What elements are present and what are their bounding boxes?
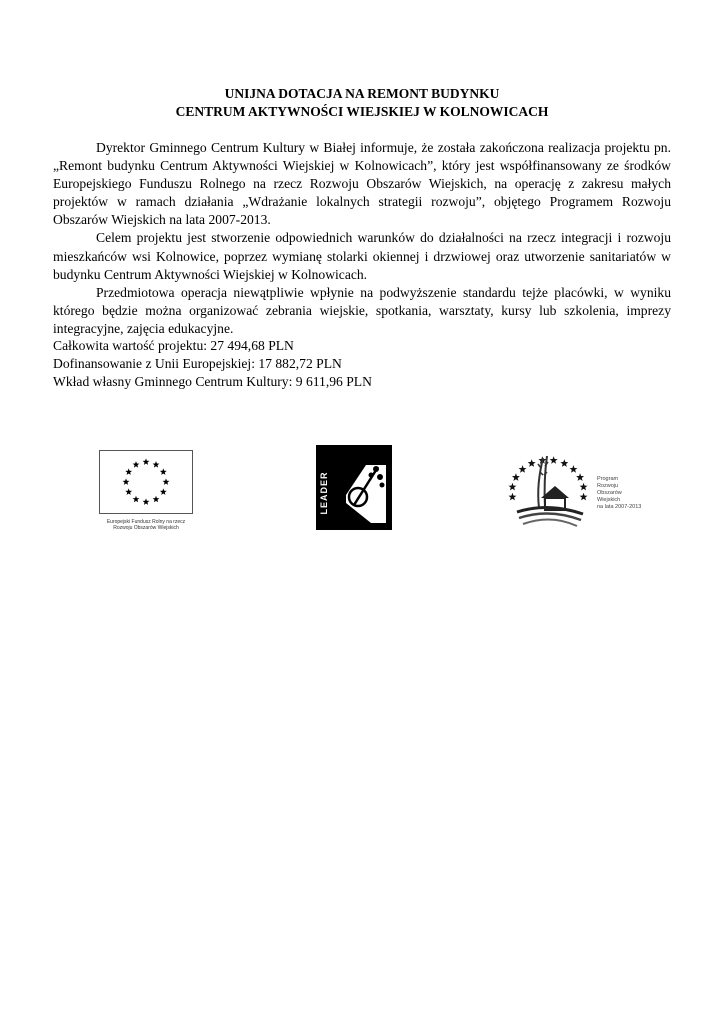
- paragraph-3: Przedmiotowa operacja niewątpliwie wpłynie na podwyższenie standardu tejże placówki, w wyniku którego będzie można organizować zebrania wiejskie, spotkania, warsztaty, kursy lub szkolenia, imprezy integracyjne, zajęcia edukacyjne.: [53, 284, 671, 336]
- eu-star-icon: [153, 461, 160, 468]
- document-title: [0, 85, 724, 121]
- prow-logo-text: [597, 476, 641, 511]
- prow-star-icon: [508, 493, 516, 501]
- title-line-1: UNIJNA DOTACJA NA REMONT BUDYNKU: [224, 86, 500, 101]
- prow-star-icon: [580, 483, 588, 491]
- total-value: Całkowita wartość projektu: 27 494,68 PLN: [53, 338, 294, 353]
- eu-star-icon: [125, 468, 132, 475]
- leader-text: LEADER: [319, 471, 329, 515]
- eu-caption-line-1: Europejski Fundusz Rolny na rzecz: [106, 519, 186, 525]
- eu-star-icon: [143, 498, 150, 505]
- eu-star-icon: [153, 496, 160, 503]
- own-contribution: Wkład własny Gminnego Centrum Kultury: 9 611,96 PLN: [53, 374, 372, 390]
- eu-star-icon: [123, 478, 130, 485]
- eu-logo-caption: [92, 519, 200, 531]
- eu-cofinancing: Dofinansowanie z Unii Europejskiej: 17 882,72 PLN: [53, 356, 342, 372]
- leader-logo-icon: [316, 445, 392, 530]
- prow-program: Program: [597, 476, 619, 482]
- eu-star-icon: [160, 488, 167, 495]
- prow-star-icon: [560, 459, 568, 467]
- logo-row: [0, 445, 724, 545]
- eu-star-icon: [133, 461, 140, 468]
- prow-emblem-icon: [503, 450, 593, 530]
- body-text: [53, 139, 671, 338]
- prow-star-icon: [550, 456, 558, 464]
- title-line-2: CENTRUM AKTYWNOŚCI WIEJSKIEJ W KOLNOWICACH: [175, 104, 549, 119]
- prow-star-icon: [580, 493, 588, 501]
- prow-wiejskich: Wiejskich: [597, 497, 621, 503]
- paragraph-2: Celem projektu jest stworzenie odpowiednich warunków do działalności na rzecz integracji i rozwoju mieszkańców wsi Kolnowice, poprzez wymianę stolarki okiennej i drzwiowej oraz utworzenie sanitariatów w budynku Centrum Aktywności Wiejskiej w Kolnowicach.: [53, 230, 671, 282]
- paragraph-1: Dyrektor Gminnego Centrum Kultury w Białej informuje, że została zakończona realizacja projektu pn. „Remont budynku Centrum Aktywności Wiejskiej w Kolnowicach”, który jest współfinansowany ze środków Europejskiego Funduszu Rolnego na rzecz Rozwoju Obszarów Wiejskich, na operację z zakresu małych projektów w ramach działania „Wdrażanie lokalnych strategii rozwoju”, objętego Programem Rozwoju Obszarów Wiejskich na lata 2007-2013.: [53, 140, 671, 228]
- eu-star-icon: [160, 468, 167, 475]
- eu-flag-icon: [99, 450, 193, 514]
- eu-star-icon: [133, 496, 140, 503]
- prow-star-icon: [528, 459, 536, 467]
- prow-star-icon: [569, 465, 577, 473]
- prow-star-icon: [508, 483, 516, 491]
- prow-star-icon: [576, 473, 584, 481]
- prow-years: na lata 2007-2013: [597, 504, 642, 510]
- eu-star-icon: [163, 478, 170, 485]
- funding-summary: [53, 337, 372, 391]
- eu-star-icon: [143, 458, 150, 465]
- prow-star-icon: [512, 473, 520, 481]
- eu-star-icon: [125, 488, 132, 495]
- eu-caption-line-2: Rozwoju Obszarów Wiejskich: [113, 525, 179, 531]
- prow-star-icon: [519, 465, 527, 473]
- prow-obszarow: Obszarów: [597, 490, 622, 496]
- prow-rozwoju: Rozwoju: [597, 483, 619, 489]
